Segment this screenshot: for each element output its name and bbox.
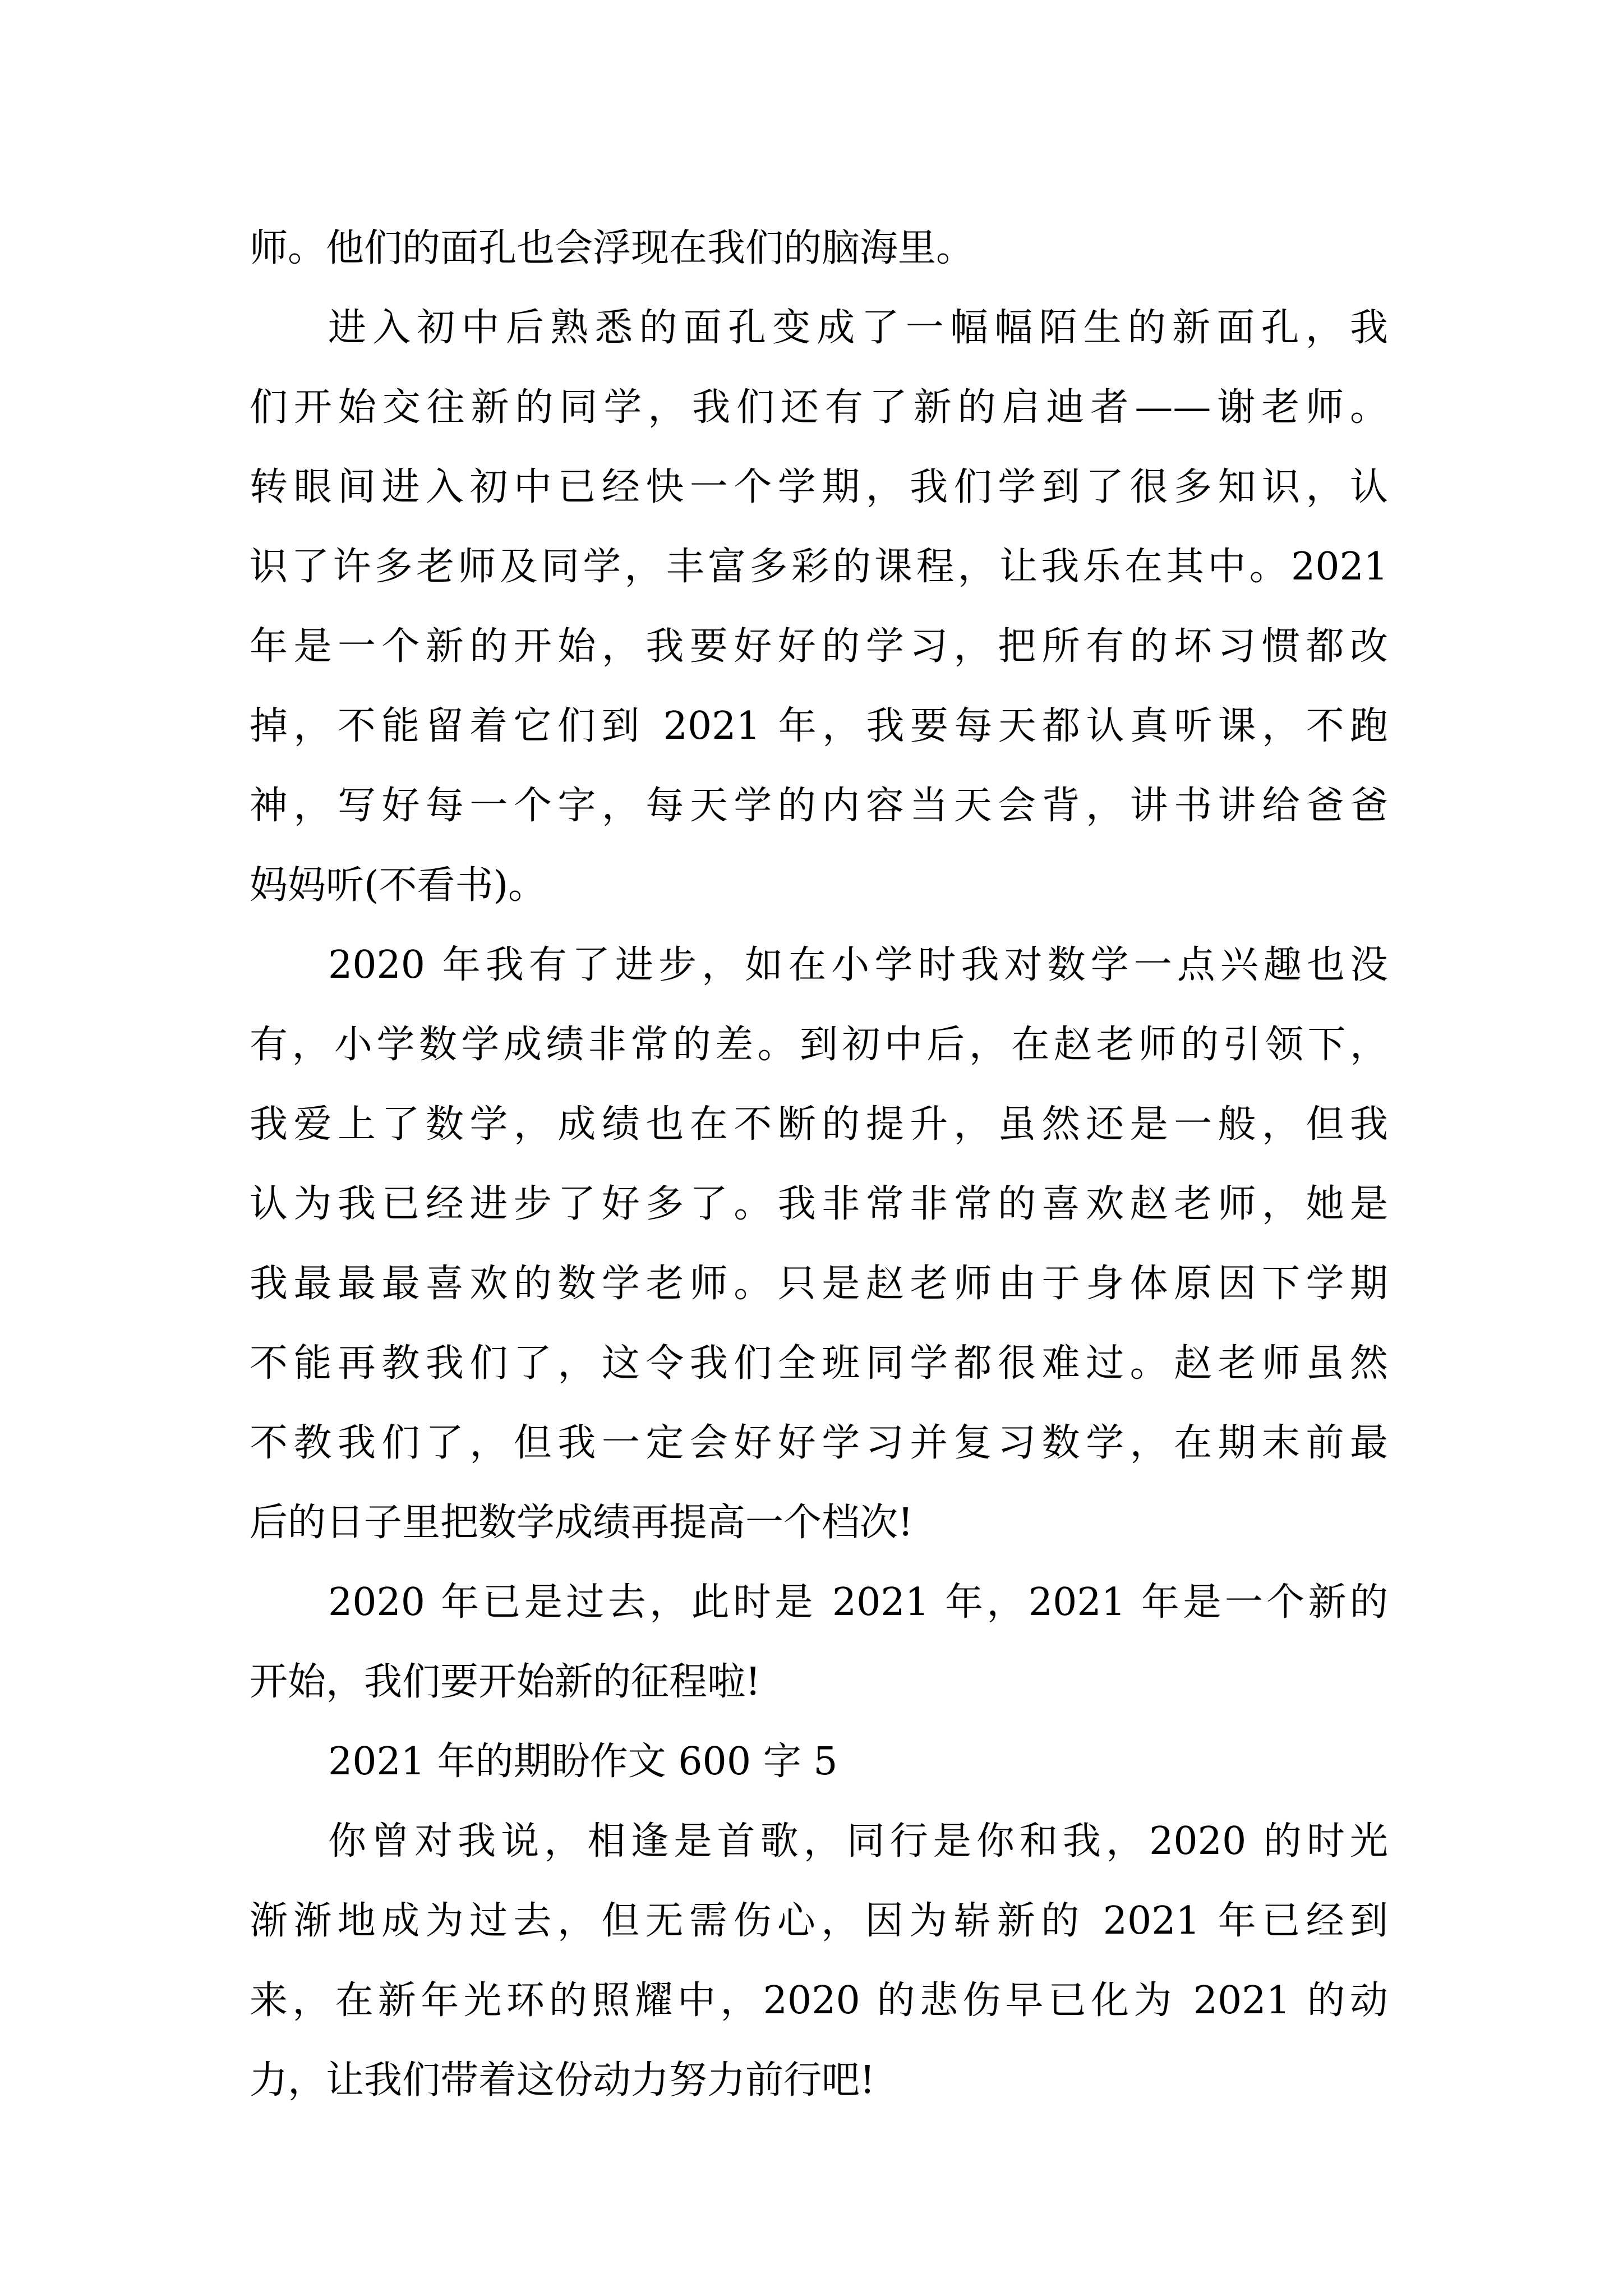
text-line: 认为我已经进步了好多了。我非常非常的喜欢赵老师，她是 bbox=[250, 1182, 1388, 1226]
text-line: 后的日子里把数学成绩再提高一个档次! bbox=[250, 1501, 914, 1545]
text-line: 进入初中后熟悉的面孔变成了一幅幅陌生的新面孔，我 bbox=[328, 306, 1388, 350]
section-heading: 2021 年的期盼作文 600 字 5 bbox=[328, 1740, 838, 1784]
text-line: 师。他们的面孔也会浮现在我们的脑海里。 bbox=[250, 226, 975, 270]
text-line: 2020 年我有了进步，如在小学时我对数学一点兴趣也没 bbox=[328, 943, 1388, 987]
text-line: 年是一个新的开始，我要好好的学习，把所有的坏习惯都改 bbox=[250, 624, 1388, 669]
text-line: 渐渐地成为过去，但无需伤心，因为崭新的 2021 年已经到 bbox=[250, 1899, 1388, 1943]
text-line: 我最最最喜欢的数学老师。只是赵老师由于身体原因下学期 bbox=[250, 1262, 1388, 1306]
text-line: 2020 年已是过去，此时是 2021 年，2021 年是一个新的 bbox=[328, 1580, 1388, 1625]
text-line: 转眼间进入初中已经快一个学期，我们学到了很多知识，认 bbox=[250, 465, 1388, 509]
text-line: 我爱上了数学，成绩也在不断的提升，虽然还是一般，但我 bbox=[250, 1102, 1388, 1147]
text-line: 力，让我们带着这份动力努力前行吧! bbox=[250, 2058, 875, 2102]
text-line: 有，小学数学成绩非常的差。到初中后，在赵老师的引领下， bbox=[250, 1023, 1388, 1067]
text-line: 来，在新年光环的照耀中，2020 的悲伤早已化为 2021 的动 bbox=[250, 1978, 1388, 2023]
text-line: 神，写好每一个字，每天学的内容当天会背，讲书讲给爸爸 bbox=[250, 784, 1388, 828]
text-line: 掉，不能留着它们到 2021 年，我要每天都认真听课，不跑 bbox=[250, 704, 1388, 748]
text-line: 开始，我们要开始新的征程啦! bbox=[250, 1660, 761, 1704]
document-body bbox=[250, 209, 1388, 2120]
text-line: 妈妈听(不看书)。 bbox=[250, 863, 547, 908]
text-line: 不能再教我们了，这令我们全班同学都很难过。赵老师虽然 bbox=[250, 1341, 1388, 1386]
text-line: 你曾对我说，相逢是首歌，同行是你和我，2020 的时光 bbox=[328, 1819, 1388, 1864]
text-line: 识了许多老师及同学，丰富多彩的课程，让我乐在其中。2021 bbox=[250, 545, 1388, 589]
text-line: 们开始交往新的同学，我们还有了新的启迪者——谢老师。 bbox=[250, 385, 1388, 430]
text-line: 不教我们了，但我一定会好好学习并复习数学，在期末前最 bbox=[250, 1421, 1388, 1465]
